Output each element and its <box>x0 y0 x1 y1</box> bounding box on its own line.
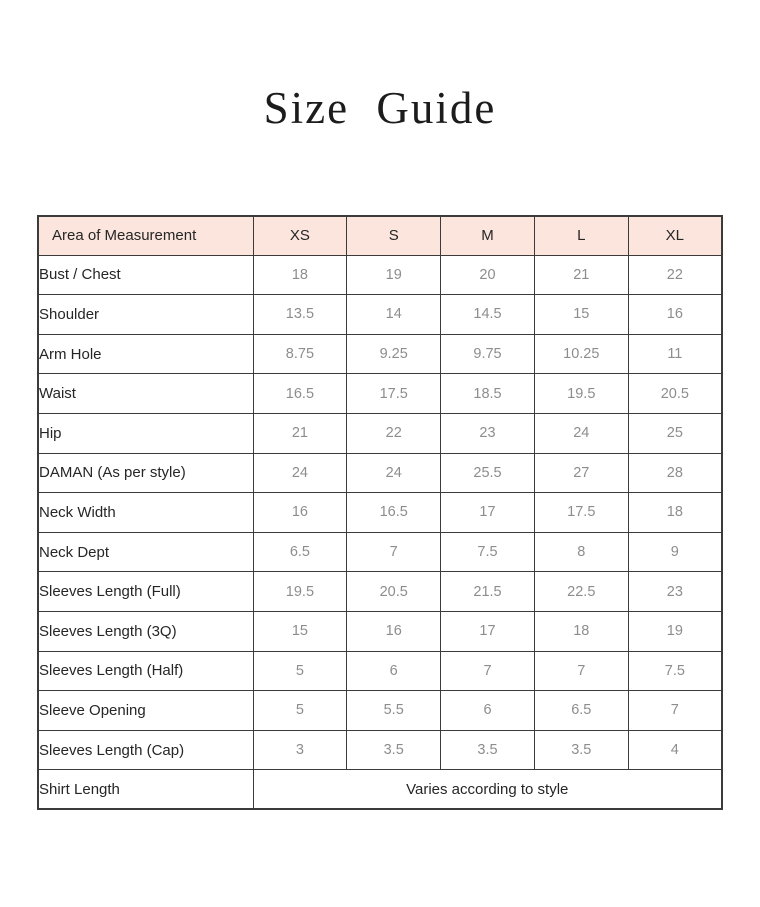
measurement-value: 5 <box>253 651 347 691</box>
row-label: Shirt Length <box>38 770 253 810</box>
measurement-value: 28 <box>628 453 722 493</box>
measurement-value: 3.5 <box>441 730 535 770</box>
measurement-value: 23 <box>441 413 535 453</box>
table-row <box>38 730 722 770</box>
measurement-value: 24 <box>534 413 628 453</box>
table-row-shirt-length <box>38 770 722 810</box>
measurement-value: 16 <box>347 611 441 651</box>
measurement-value: 16 <box>253 493 347 533</box>
table-row <box>38 334 722 374</box>
measurement-value: 8 <box>534 532 628 572</box>
measurement-value: 3 <box>253 730 347 770</box>
row-label: Neck Width <box>38 493 253 533</box>
measurement-value: 19 <box>628 611 722 651</box>
table-row <box>38 572 722 612</box>
row-label: Sleeves Length (Half) <box>38 651 253 691</box>
measurement-value: 23 <box>628 572 722 612</box>
col-header-size-xl: XL <box>628 216 722 256</box>
table-row <box>38 651 722 691</box>
size-guide-table <box>37 215 723 811</box>
measurement-value: 17.5 <box>347 374 441 414</box>
row-label: Sleeves Length (3Q) <box>38 611 253 651</box>
measurement-value: 11 <box>628 334 722 374</box>
table-row <box>38 532 722 572</box>
measurement-value: 6.5 <box>534 691 628 731</box>
measurement-value: 17 <box>441 611 535 651</box>
measurement-value: 27 <box>534 453 628 493</box>
row-label: Sleeve Opening <box>38 691 253 731</box>
measurement-value: 9.75 <box>441 334 535 374</box>
measurement-value: 16.5 <box>253 374 347 414</box>
measurement-value: 20 <box>441 255 535 295</box>
measurement-value: 7 <box>347 532 441 572</box>
measurement-value: 7 <box>441 651 535 691</box>
measurement-value: 17 <box>441 493 535 533</box>
col-header-size-l: L <box>534 216 628 256</box>
page-title: Size Guide <box>263 83 497 133</box>
measurement-value: 5.5 <box>347 691 441 731</box>
table-row <box>38 611 722 651</box>
col-header-area: Area of Measurement <box>38 216 253 256</box>
measurement-value: 21 <box>253 413 347 453</box>
measurement-value: 19.5 <box>534 374 628 414</box>
measurement-value: 18 <box>253 255 347 295</box>
row-label: Hip <box>38 413 253 453</box>
measurement-value: 7 <box>534 651 628 691</box>
measurement-value: 7.5 <box>441 532 535 572</box>
measurement-value: 19.5 <box>253 572 347 612</box>
table-row <box>38 493 722 533</box>
measurement-value: 13.5 <box>253 295 347 335</box>
measurement-value: 22.5 <box>534 572 628 612</box>
measurement-value: 16 <box>628 295 722 335</box>
table-row <box>38 691 722 731</box>
measurement-value: 9.25 <box>347 334 441 374</box>
measurement-value: 20.5 <box>628 374 722 414</box>
measurement-value: 3.5 <box>347 730 441 770</box>
row-label: Arm Hole <box>38 334 253 374</box>
table-row <box>38 453 722 493</box>
measurement-value: 6.5 <box>253 532 347 572</box>
shirt-length-note: Varies according to style <box>253 770 722 810</box>
row-label: DAMAN (As per style) <box>38 453 253 493</box>
measurement-value: 15 <box>534 295 628 335</box>
table-row <box>38 255 722 295</box>
col-header-size-xs: XS <box>253 216 347 256</box>
measurement-value: 14.5 <box>441 295 535 335</box>
measurement-value: 5 <box>253 691 347 731</box>
row-label: Neck Dept <box>38 532 253 572</box>
row-label: Shoulder <box>38 295 253 335</box>
measurement-value: 22 <box>347 413 441 453</box>
measurement-value: 6 <box>347 651 441 691</box>
measurement-value: 20.5 <box>347 572 441 612</box>
measurement-value: 15 <box>253 611 347 651</box>
measurement-value: 19 <box>347 255 441 295</box>
measurement-value: 18.5 <box>441 374 535 414</box>
row-label: Bust / Chest <box>38 255 253 295</box>
col-header-size-s: S <box>347 216 441 256</box>
measurement-value: 6 <box>441 691 535 731</box>
measurement-value: 22 <box>628 255 722 295</box>
measurement-value: 14 <box>347 295 441 335</box>
measurement-value: 24 <box>347 453 441 493</box>
measurement-value: 7.5 <box>628 651 722 691</box>
table-header-row <box>38 216 722 256</box>
measurement-value: 17.5 <box>534 493 628 533</box>
row-label: Waist <box>38 374 253 414</box>
row-label: Sleeves Length (Cap) <box>38 730 253 770</box>
measurement-value: 8.75 <box>253 334 347 374</box>
measurement-value: 24 <box>253 453 347 493</box>
col-header-size-m: M <box>441 216 535 256</box>
measurement-value: 25.5 <box>441 453 535 493</box>
table-row <box>38 413 722 453</box>
measurement-value: 25 <box>628 413 722 453</box>
measurement-value: 21 <box>534 255 628 295</box>
table-row <box>38 374 722 414</box>
measurement-value: 18 <box>628 493 722 533</box>
measurement-value: 16.5 <box>347 493 441 533</box>
measurement-value: 21.5 <box>441 572 535 612</box>
row-label: Sleeves Length (Full) <box>38 572 253 612</box>
measurement-value: 18 <box>534 611 628 651</box>
measurement-value: 4 <box>628 730 722 770</box>
table-row <box>38 295 722 335</box>
table-body <box>38 255 722 809</box>
measurement-value: 10.25 <box>534 334 628 374</box>
measurement-value: 3.5 <box>534 730 628 770</box>
measurement-value: 9 <box>628 532 722 572</box>
measurement-value: 7 <box>628 691 722 731</box>
